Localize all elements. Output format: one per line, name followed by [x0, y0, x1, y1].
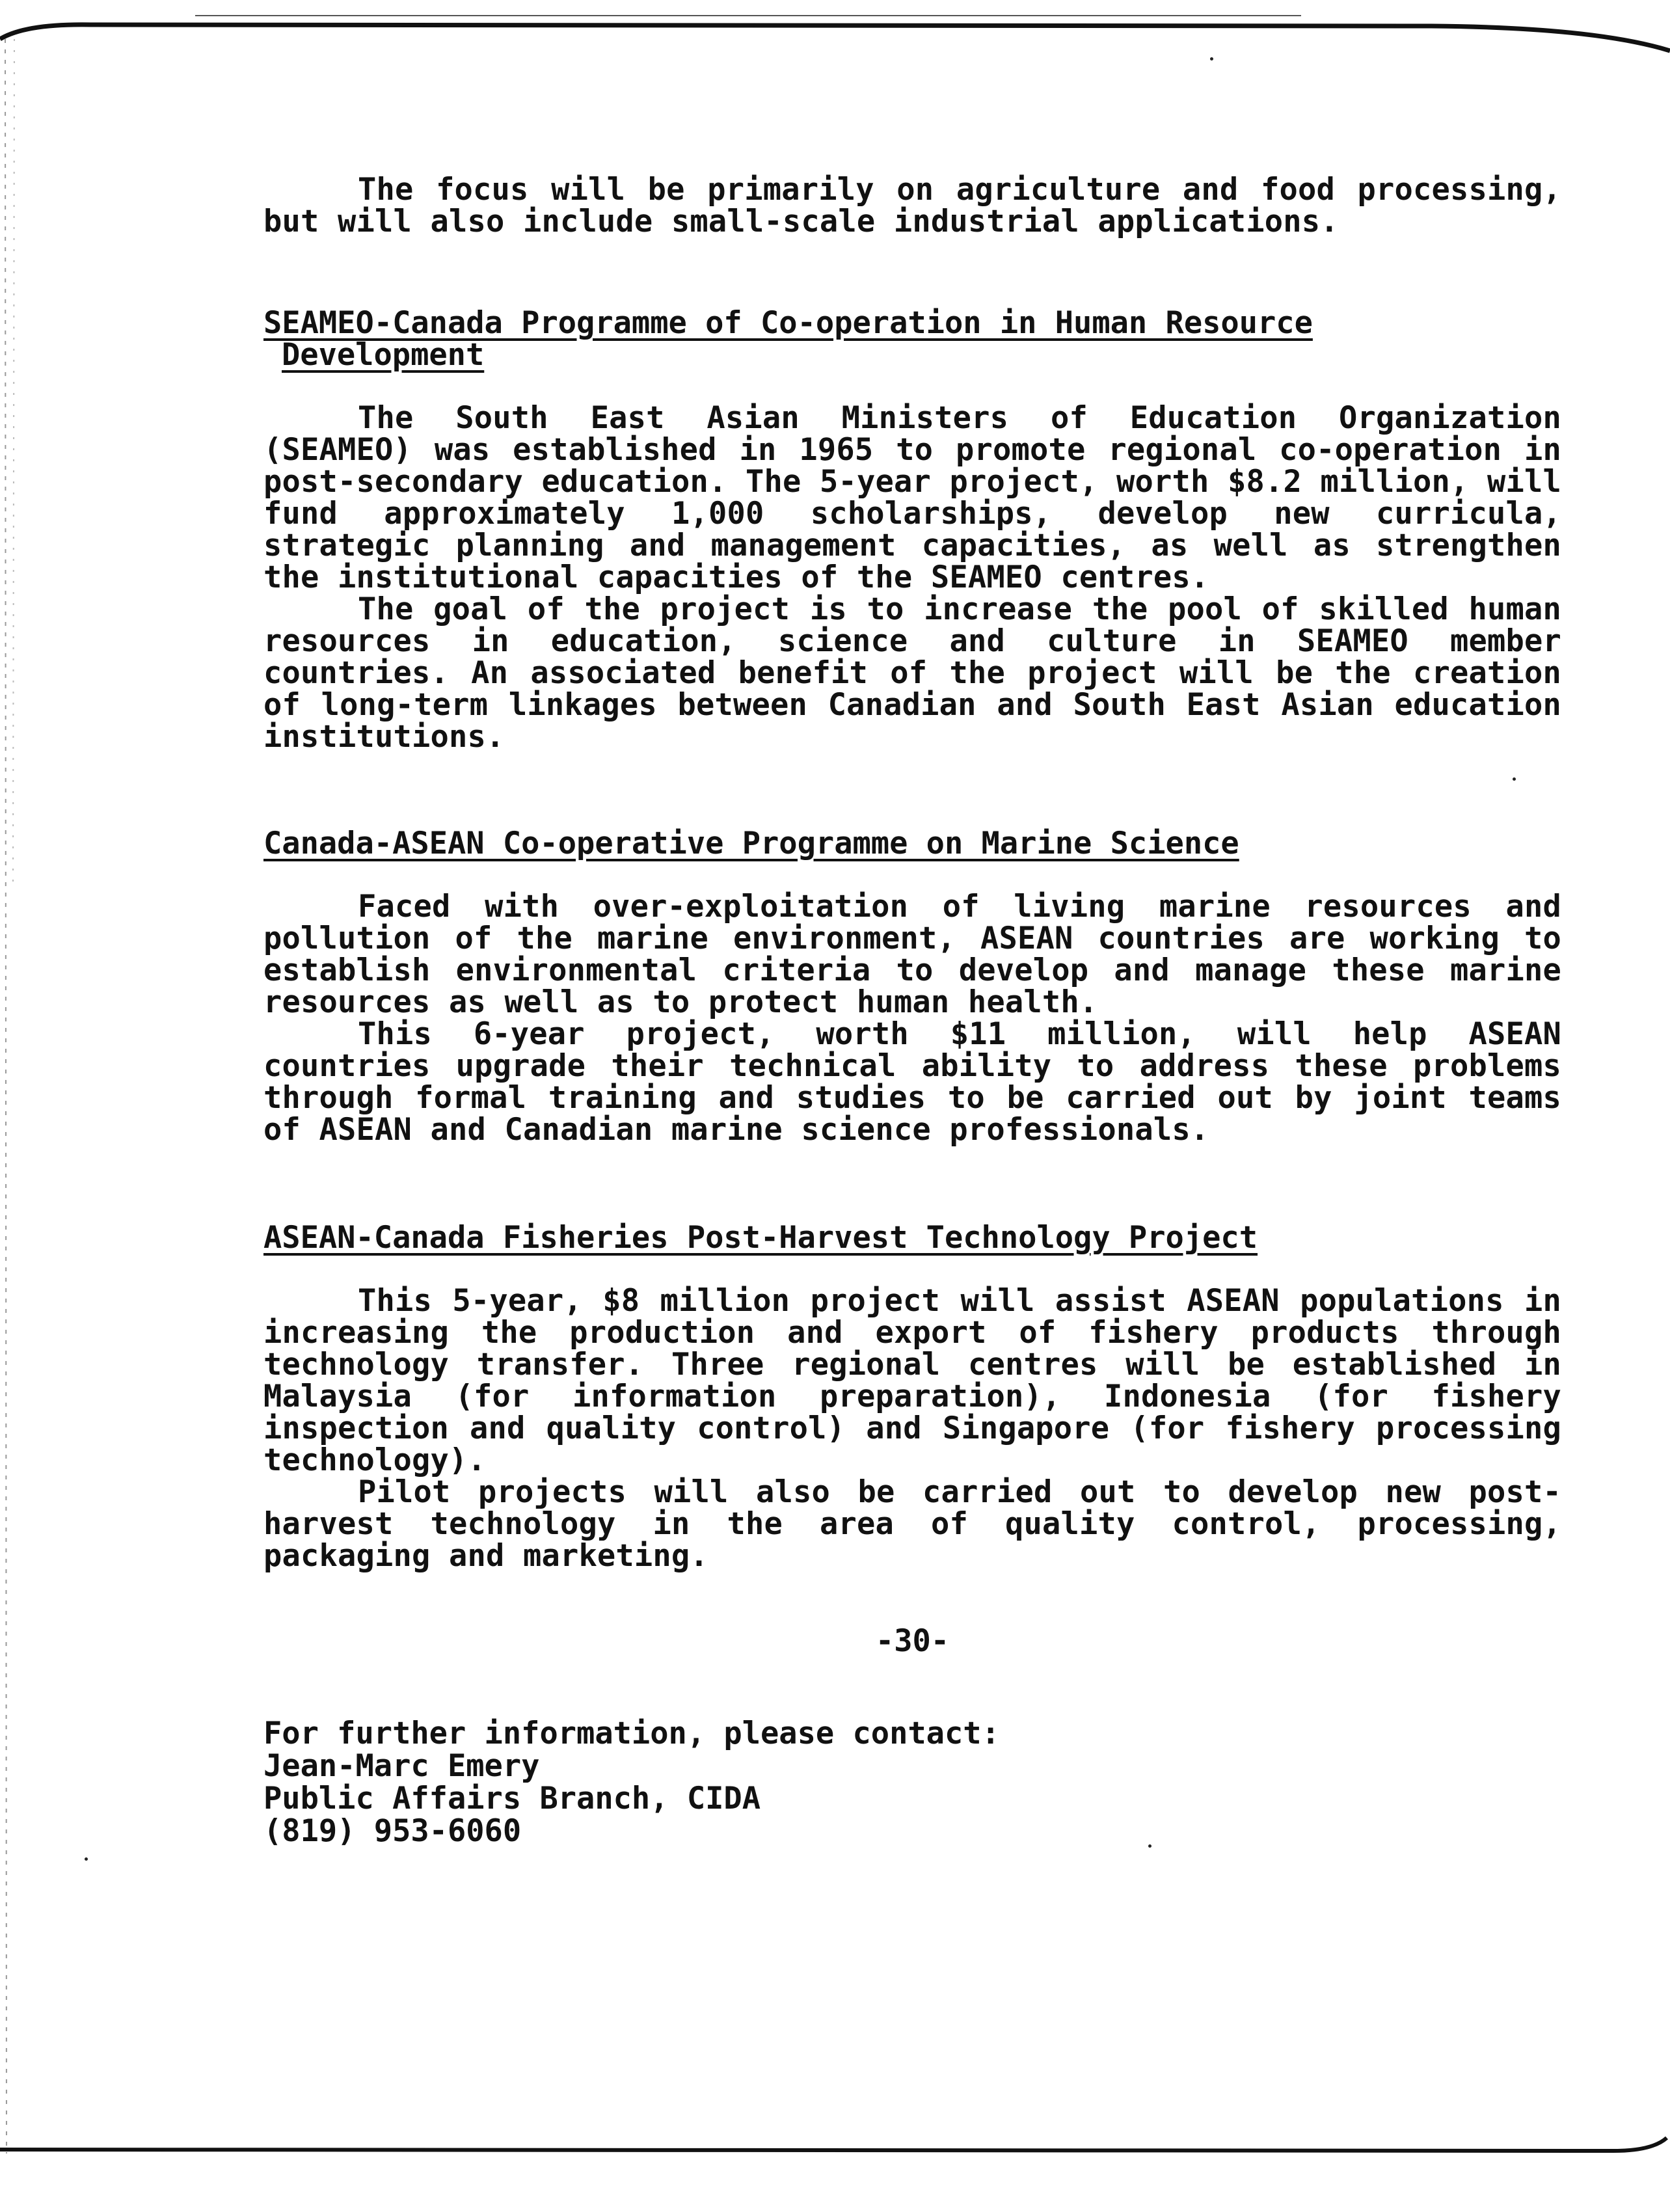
- section-paragraph: This 5-year, $8 million project will assist ASEAN populations in increasing the production and export of fishery products through technology transfer. Three regional centres will be established in Malaysia (for information preparation), Indonesia (for fishery inspection and quality control) and Singapore (for fishery processing technology).: [263, 1283, 1561, 1478]
- section-paragraph: The South East Asian Ministers of Education Organization (SEAMEO) was established in 1965 to promote regional co-operation in post-secondary education. The 5-year project, worth $8.2 million, will fund approximately 1,000 scholarships, develop new curricula, strategic planning and management capacities, as well as strengthen the institutional capacities of the SEAMEO centres.: [263, 400, 1561, 595]
- section-heading: SEAMEO-Canada Programme of Co-operation in Human Resource Development: [263, 305, 1313, 373]
- section-paragraph: Pilot projects will also be carried out to develop new post-harvest technology in the area of quality control, processing, packaging and marketing.: [263, 1474, 1561, 1574]
- section-fisheries: [263, 1222, 1561, 1572]
- scan-speck: [85, 1857, 88, 1861]
- section-paragraph: Faced with over-exploitation of living marine resources and pollution of the marine environment, ASEAN countries are working to establish environmental criteria to develop and manage these marine resources as well as to protect human health.: [263, 889, 1561, 1020]
- scan-speck: [1513, 777, 1516, 781]
- scan-left-edge: [0, 39, 46, 2153]
- section-seameo: [263, 307, 1561, 753]
- section-paragraph: The goal of the project is to increase the pool of skilled human resources in education, science and culture in SEAMEO member countries. An associated benefit of the project will be the creation of long-term linkages between Canadian and South East Asian education institutions.: [263, 591, 1561, 755]
- section-heading: Canada-ASEAN Co-operative Programme on Marine Science: [263, 826, 1239, 861]
- intro-paragraph: The focus will be primarily on agriculture and food processing, but will also include small-scale industrial applications.: [263, 172, 1561, 239]
- contact-intro: For further information, please contact:: [263, 1716, 1000, 1751]
- scan-border-bottom: [0, 2134, 1670, 2173]
- contact-phone: (819) 953-6060: [263, 1813, 522, 1849]
- section-marine-science: [263, 828, 1561, 1146]
- scan-speck: [1148, 1844, 1151, 1848]
- page-number: -30-: [875, 1623, 950, 1659]
- contact-name: Jean-Marc Emery: [263, 1748, 540, 1784]
- section-paragraph: This 6-year project, worth $11 million, will help ASEAN countries upgrade their technical ability to address these problems through formal training and studies to be carried out by joint teams of ASEAN and Canadian marine science professionals.: [263, 1016, 1561, 1148]
- scan-speck: [1210, 57, 1213, 61]
- section-heading: ASEAN-Canada Fisheries Post-Harvest Technology Project: [263, 1220, 1258, 1256]
- scan-border-top: [0, 14, 1670, 53]
- contact-organization: Public Affairs Branch, CIDA: [263, 1781, 761, 1816]
- contact-block: [263, 1718, 1000, 1848]
